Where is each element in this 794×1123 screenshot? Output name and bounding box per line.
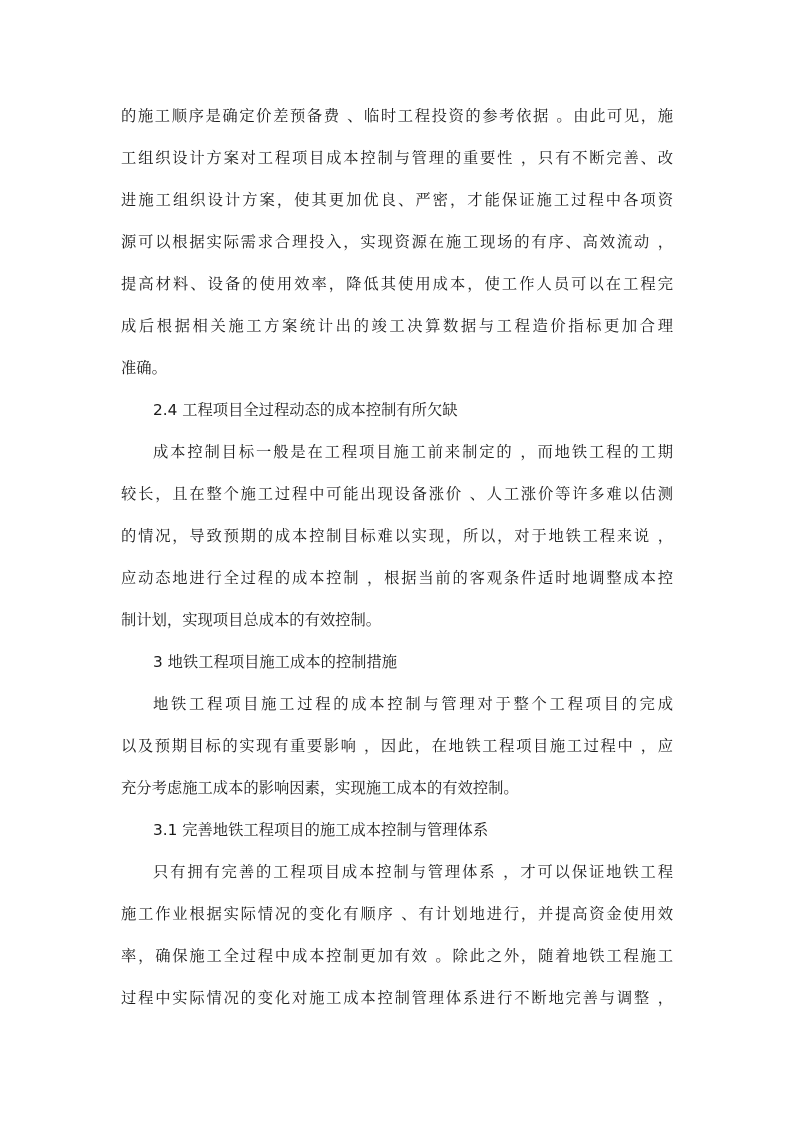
paragraph-1-line-3: 进施工组织设计方案，使其更加优良、严密，才能保证施工过程中各项资 xyxy=(121,191,673,209)
paragraph-1-line-1: 的施工顺序是确定价差预备费 、临时工程投资的参考依据 。由此可见，施 xyxy=(121,107,673,125)
section-heading-3-1: 3.1 完善地铁工程项目的施工成本控制与管理体系 xyxy=(153,821,489,839)
paragraph-2-line-1: 成本控制目标一般是在工程项目施工前来制定的 ，而地铁工程的工期 xyxy=(153,443,673,461)
section-heading-3: 3 地铁工程项目施工成本的控制措施 xyxy=(153,653,398,671)
paragraph-2-line-4: 应动态地进行全过程的成本控制 ，根据当前的客观条件适时地调整成本控 xyxy=(121,569,673,587)
paragraph-1-line-6: 成后根据相关施工方案统计出的竣工决算数据与工程造价指标更加合理 xyxy=(121,317,673,335)
paragraph-4-line-1: 只有拥有完善的工程项目成本控制与管理体系 ，才可以保证地铁工程 xyxy=(153,863,673,881)
paragraph-3-line-2: 以及预期目标的实现有重要影响 ，因此，在地铁工程项目施工过程中 ，应 xyxy=(121,737,673,755)
paragraph-1-line-7: 准确。 xyxy=(121,359,167,377)
paragraph-3-line-3: 充分考虑施工成本的影响因素，实现施工成本的有效控制。 xyxy=(121,779,519,797)
paragraph-1-line-4: 源可以根据实际需求合理投入，实现资源在施工现场的有序、高效流动 ， xyxy=(121,233,673,251)
paragraph-4-line-3: 率，确保施工全过程中成本控制更加有效 。除此之外，随着地铁工程施工 xyxy=(121,947,673,965)
paragraph-2-line-3: 的情况，导致预期的成本控制目标难以实现，所以，对于地铁工程来说 ， xyxy=(121,527,673,545)
paragraph-1-line-5: 提高材料、设备的使用效率，降低其使用成本，使工作人员可以在工程完 xyxy=(121,275,673,293)
paragraph-2-line-2: 较长，且在整个施工过程中可能出现设备涨价 、人工涨价等许多难以估测 xyxy=(121,485,673,503)
section-heading-2-4: 2.4 工程项目全过程动态的成本控制有所欠缺 xyxy=(153,401,458,419)
paragraph-4-line-2: 施工作业根据实际情况的变化有顺序 、有计划地进行，并提高资金使用效 xyxy=(121,905,673,923)
paragraph-4-line-4: 过程中实际情况的变化对施工成本控制管理体系进行不断地完善与调整 ， xyxy=(121,989,673,1007)
paragraph-1-line-2: 工组织设计方案对工程项目成本控制与管理的重要性 ，只有不断完善、改 xyxy=(121,149,673,167)
paragraph-3-line-1: 地铁工程项目施工过程的成本控制与管理对于整个工程项目的完成 xyxy=(153,695,673,713)
paragraph-2-line-5: 制计划，实现项目总成本的有效控制。 xyxy=(121,611,382,629)
